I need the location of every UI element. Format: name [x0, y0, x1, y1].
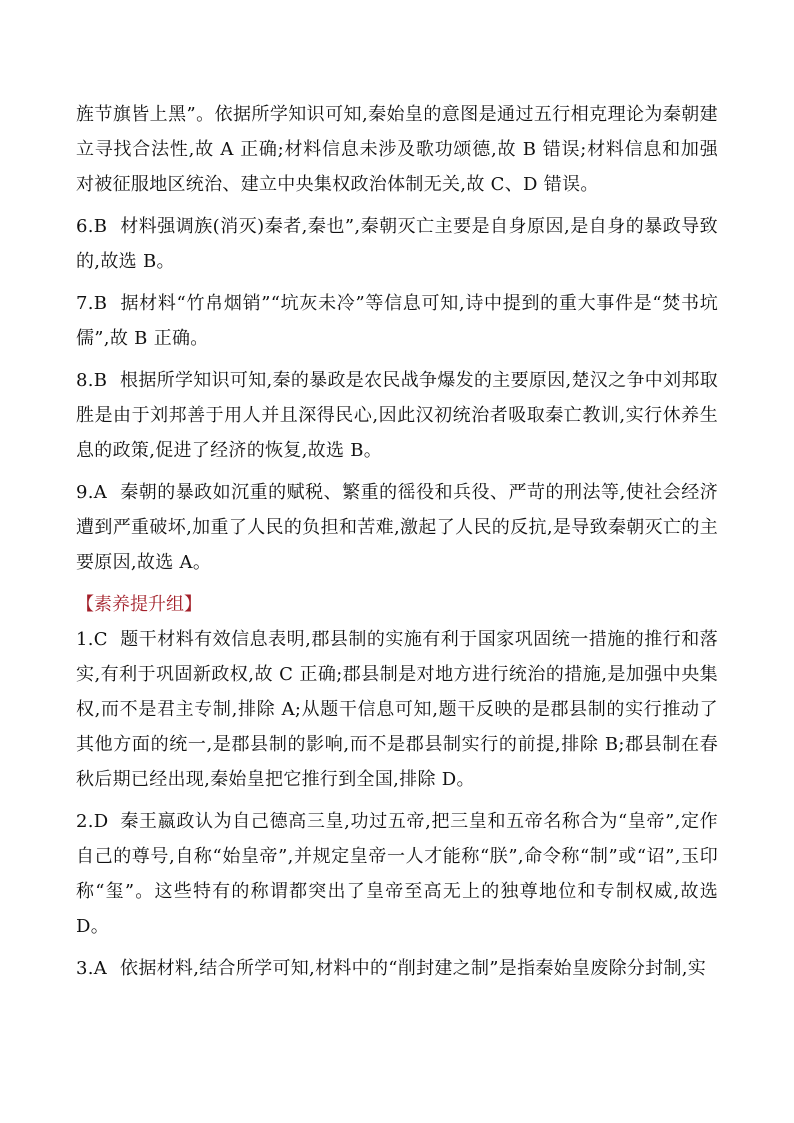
answer-explanation: 依据材料,结合所学可知,材料中的“削封建之制”是指秦始皇废除分封制,实 [120, 958, 707, 979]
answer-explanation: 秦朝的暴政如沉重的赋税、繁重的徭役和兵役、严苛的刑法等,使社会经济遭到严重破坏,加重了人民的负担和苦难,激起了人民的反抗,是导致秦朝灭亡的主要原因,故选 A。 [76, 482, 718, 573]
answer-item [76, 475, 718, 580]
answer-item [76, 622, 718, 797]
intro-paragraph: 旌节旗皆上黑”。依据所学知识可知,秦始皇的意图是通过五行相克理论为秦朝建立寻找合法性,故 A 正确;材料信息未涉及歌功颂德,故 B 错误;材料信息和加强对被征服地区统治、建立中央集权政治体制无关,故 C、D 错误。 [76, 104, 718, 195]
answer-number: 6.B [76, 216, 108, 237]
answer-number: 3.A [76, 958, 108, 979]
answer-explanation: 秦王嬴政认为自己德高三皇,功过五帝,把三皇和五帝名称合为“皇帝”,定作自己的尊号,自称“始皇帝”,并规定皇帝一人才能称“朕”,命令称“制”或“诏”,玉印称“玺”。这些特有的称谓都突出了皇帝至高无上的独尊地位和专制权威,故选 D。 [76, 811, 718, 937]
answer-item [76, 209, 718, 279]
answer-explanation: 题干材料有效信息表明,郡县制的实施有利于国家巩固统一措施的推行和落实,有利于巩固新政权,故 C 正确;郡县制是对地方进行统治的措施,是加强中央集权,而不是君主专制,排除 A;从题干信息可知,题干反映的是郡县制的实行推动了其他方面的统一,是郡县制的影响,而不是郡县制实行的前提,排除 B;郡县制在春秋后期已经出现,秦始皇把它推行到全国,排除 D。 [76, 629, 718, 790]
answer-number: 1.C [76, 629, 108, 650]
document-page [76, 97, 718, 986]
answer-item [76, 951, 718, 986]
answer-item [76, 804, 718, 944]
answer-item [76, 286, 718, 356]
section-heading: 【素养提升组】 [76, 594, 202, 615]
answer-number: 9.A [76, 482, 108, 503]
answer-item [76, 363, 718, 468]
answer-explanation: 根据所学知识可知,秦的暴政是农民战争爆发的主要原因,楚汉之争中刘邦取胜是由于刘邦善于用人并且深得民心,因此汉初统治者吸取秦亡教训,实行休养生息的政策,促进了经济的恢复,故选 B。 [76, 370, 719, 461]
answer-explanation: 材料强调族(消灭)秦者,秦也”,秦朝灭亡主要是自身原因,是自身的暴政导致的,故选 B。 [76, 216, 718, 272]
answer-number: 7.B [76, 293, 108, 314]
answer-explanation: 据材料“竹帛烟销”“坑灰未冷”等信息可知,诗中提到的重大事件是“焚书坑儒”,故 B 正确。 [76, 293, 718, 349]
answer-number: 8.B [76, 370, 108, 391]
answer-number: 2.D [76, 811, 109, 832]
